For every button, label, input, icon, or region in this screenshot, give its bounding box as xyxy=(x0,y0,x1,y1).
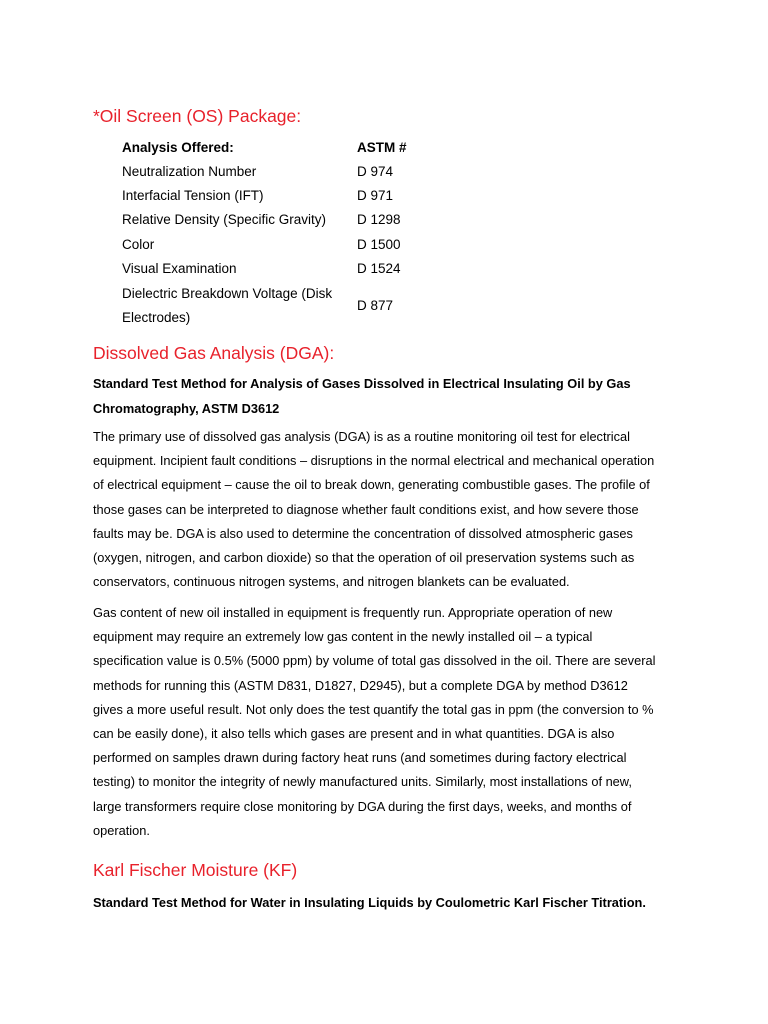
astm-code: D 1298 xyxy=(357,212,401,228)
text-line: equipment. Incipient fault conditions – disruptions in the normal electrical and mechanical operation xyxy=(93,453,655,469)
table-row xyxy=(122,184,422,208)
text-line: Gas content of new oil installed in equipment is frequently run. Appropriate operation of new xyxy=(93,605,613,620)
text-line: methods for running this (ASTM D831, D1827, D2945), but a complete DGA by method D3612 xyxy=(93,677,628,693)
dga-method-title-line: Standard Test Method for Analysis of Gases Dissolved in Electrical Insulating Oil by Gas xyxy=(93,376,631,391)
astm-code: D 971 xyxy=(357,188,394,204)
dga-method-title xyxy=(93,372,693,421)
dga-heading: Dissolved Gas Analysis (DGA): xyxy=(93,343,335,363)
dga-paragraph-1 xyxy=(93,425,654,594)
text-line: testing) to monitor the integrity of newly manufactured units. Similarly, most installations of new, xyxy=(93,774,632,790)
text-line: specification value is 0.5% (5000 ppm) by volume of total gas dissolved in the oil. There are several xyxy=(93,653,656,669)
text-line: gives a more useful result. Not only does the test quantify the total gas in ppm (the conversion to % xyxy=(93,701,654,717)
analysis-name-line: Electrodes) xyxy=(122,310,191,326)
astm-column-header: ASTM # xyxy=(357,139,407,155)
text-line: those gases can be interpreted to diagnose whether fault conditions exist, and how severe those xyxy=(93,501,639,517)
table-row xyxy=(122,160,422,184)
analysis-name: Interfacial Tension (IFT) xyxy=(122,188,264,204)
astm-code: D 877 xyxy=(357,297,394,313)
dga-paragraph-2 xyxy=(93,601,655,843)
text-line: faults may be. DGA is also used to determine the concentration of dissolved atmospheric gases xyxy=(93,525,633,541)
text-line: can be easily done), it also tells which gases are present and in what quantities. DGA is also xyxy=(93,726,615,742)
table-row xyxy=(122,209,422,233)
os-analysis-table xyxy=(122,136,422,331)
text-line: (oxygen, nitrogen, and carbon dioxide) so that the operation of oil preservation systems such as xyxy=(93,550,635,566)
text-line: The primary use of dissolved gas analysis (DGA) is as a routine monitoring oil test for electrical xyxy=(93,429,630,444)
table-row xyxy=(122,257,422,281)
text-line: conservators, continuous nitrogen systems, and nitrogen blankets can be evaluated. xyxy=(93,574,570,590)
astm-code: D 1524 xyxy=(357,260,401,276)
text-line: large transformers require close monitoring by DGA during the first days, weeks, and months of xyxy=(93,798,632,814)
analysis-name xyxy=(122,282,357,331)
text-line: of electrical equipment – cause the oil to break down, generating combustible gases. The profile of xyxy=(93,477,650,493)
kf-method-title: Standard Test Method for Water in Insulating Liquids by Coulometric Karl Fischer Titration. xyxy=(93,895,646,910)
analysis-name: Neutralization Number xyxy=(122,164,257,180)
os-package-heading: *Oil Screen (OS) Package: xyxy=(93,106,302,126)
table-row xyxy=(122,281,422,331)
analysis-name: Relative Density (Specific Gravity) xyxy=(122,212,327,228)
text-line: equipment may require an extremely low gas content in the newly installed oil – a typical xyxy=(93,629,593,645)
analysis-name: Color xyxy=(122,236,155,252)
dga-method-title-line: Chromatography, ASTM D3612 xyxy=(93,400,280,416)
table-row xyxy=(122,233,422,257)
text-line: performed on samples drawn during factory heat runs (and sometimes during factory electrical xyxy=(93,750,627,766)
analysis-name: Visual Examination xyxy=(122,260,237,276)
analysis-name-line: Dielectric Breakdown Voltage (Disk xyxy=(122,285,333,301)
table-header-row xyxy=(122,136,422,160)
astm-code: D 1500 xyxy=(357,236,401,252)
astm-code: D 974 xyxy=(357,164,394,180)
kf-heading: Karl Fischer Moisture (KF) xyxy=(93,860,298,880)
text-line: operation. xyxy=(93,822,150,838)
analysis-column-header: Analysis Offered: xyxy=(122,139,234,155)
